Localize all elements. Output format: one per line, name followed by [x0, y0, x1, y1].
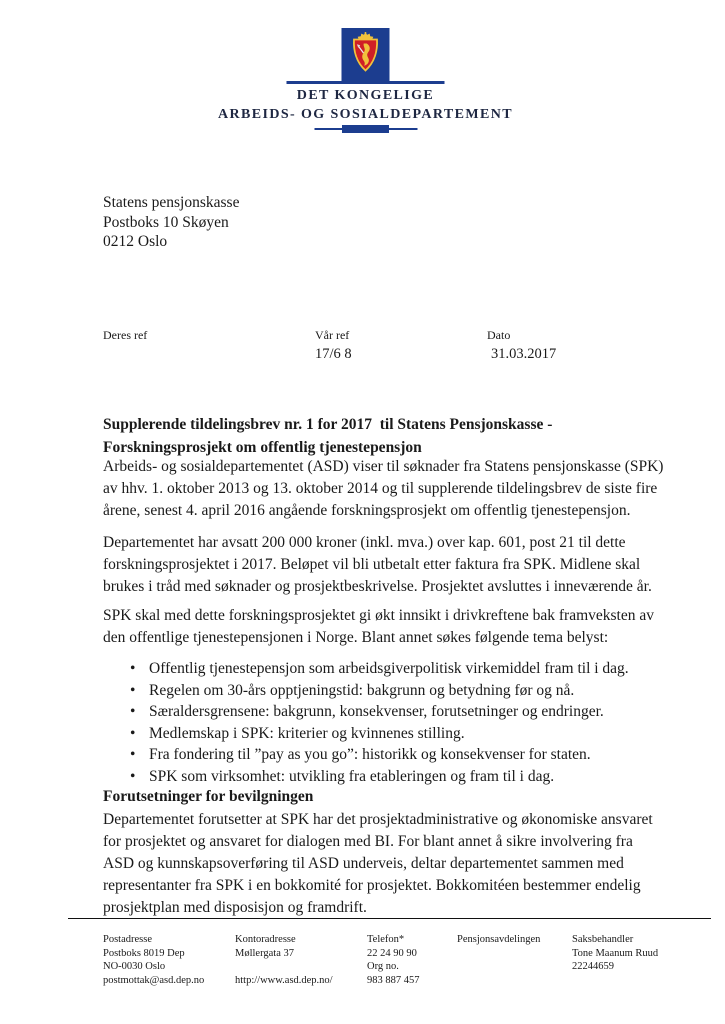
- coat-of-arms-icon: [347, 28, 383, 85]
- bullet-item: • Regelen om 30-års opptjeningstid: bakgrunn og betydning før og nå.: [103, 680, 665, 702]
- footer-text: 22 24 90 90: [367, 947, 417, 959]
- footer-caseworker: [572, 933, 712, 987]
- letter-paragraph-3: SPK skal med dette forskningsprosjektet gi økt innsikt i drivkreftene bak framveksten av den offentlige tjenestepensjonen i Norge. Blant annet søkes følgende tema belyst:: [103, 607, 654, 646]
- letter-title: Supplerende tildelingsbrev nr. 1 for 2017 til Statens Pensjonskasse - Forskningsprosjekt om offentlig tjenestepensjon: [103, 416, 557, 456]
- section-heading: Forutsetninger for bevilgningen: [103, 788, 314, 805]
- dato-value: 31.03.2017: [491, 346, 557, 362]
- recipient-name: Statens pensjonskasse: [103, 194, 240, 211]
- footer-text: Tone Maanum Ruud: [572, 947, 659, 959]
- ministry-name-line2: ARBEIDS- OG SOSIALDEPARTEMENT: [217, 107, 514, 122]
- footer-label: Saksbehandler: [572, 934, 634, 945]
- footer-text: Pensjonsavdelingen: [457, 934, 541, 945]
- ministry-letterhead: [218, 28, 513, 133]
- footer-text: NO-0030 Oslo: [103, 961, 166, 972]
- footer-label: Telefon*: [367, 934, 405, 945]
- bullet-item: • SPK som virksomhet: utvikling fra etableringen og fram til i dag.: [103, 766, 665, 788]
- footer: [103, 933, 712, 987]
- letter-paragraph-4: Departementet forutsetter at SPK har det prosjektadministrative og økonomiske ansvaret for prosjektet og ansvaret for dialogen med BI. For blant annet å sikre involvering fra ASD og kunnskapsoverføring til ASD underveis, deltar departementet sammen med representanter fra SPK i en bokkomité for prosjektet. Bokkomitéen bestemmer endelig prosjektplan med disposisjon og framdrift.: [103, 811, 653, 916]
- recipient-city: 0212 Oslo: [103, 233, 168, 250]
- footer-department: [457, 933, 572, 987]
- footer-phone-org: [367, 933, 457, 987]
- letter-paragraph-1: Arbeids- og sosialdepartementet (ASD) viser til søknader fra Statens pensjonskasse (SPK) av hhv. 1. oktober 2013 og 13. oktober 2014 og til supplerende tildelingsbrev de siste fire årene, senest 4. april 2016 angående forskningsprosjekt om offentlig tjenestepensjon.: [103, 458, 664, 519]
- footer-email-link[interactable]: postmottak@asd.dep.no: [103, 974, 205, 986]
- footer-divider: [68, 918, 711, 919]
- topic-bullet-list: [103, 658, 665, 787]
- footer-office-address: [235, 933, 367, 987]
- footer-postal-address: [103, 933, 235, 987]
- var-ref-label: Vår ref: [315, 328, 350, 342]
- footer-label: Kontoradresse: [235, 934, 296, 945]
- ministry-name-line1: DET KONGELIGE: [296, 88, 435, 103]
- footer-label: Postadresse: [103, 934, 152, 945]
- footer-text: 983 887 457: [367, 974, 420, 986]
- bullet-item: • Fra fondering til ”pay as you go”: historikk og konsekvenser for staten.: [103, 744, 665, 766]
- footer-text: 22244659: [572, 961, 614, 972]
- letter-paragraph-2: Departementet har avsatt 200 000 kroner (inkl. mva.) over kap. 601, post 21 til dette forskningsprosjektet i 2017. Beløpet vil bli utbetalt etter faktura fra SPK. Midlene skal brukes i tråd med søknader og prosjektbeskrivelse. Prosjektet avsluttes i inneværende år.: [103, 534, 652, 595]
- emblem-bottom-thick-bar: [342, 125, 389, 133]
- bullet-item: • Særaldersgrensene: bakgrunn, konsekvenser, forutsetninger og endringer.: [103, 701, 665, 723]
- bullet-item: • Medlemskap i SPK: kriterier og kvinnenes stilling.: [103, 723, 665, 745]
- bullet-item: • Offentlig tjenestepensjon som arbeidsgiverpolitisk virkemiddel fram til i dag.: [103, 658, 665, 680]
- footer-website-link[interactable]: http://www.asd.dep.no/: [235, 974, 333, 986]
- dato-label: Dato: [487, 328, 511, 342]
- coat-of-arms-background: [341, 28, 389, 84]
- footer-text: Postboks 8019 Dep: [103, 947, 185, 959]
- footer-label: Org no.: [367, 961, 399, 972]
- deres-ref-label: Deres ref: [103, 328, 148, 342]
- footer-text: Møllergata 37: [235, 947, 295, 959]
- recipient-address: [103, 193, 239, 252]
- footer-text: [235, 960, 367, 974]
- recipient-postbox: Postboks 10 Skøyen: [103, 213, 229, 231]
- emblem-bottom-bars: [314, 125, 417, 133]
- var-ref-value: 17/6 8: [315, 346, 352, 362]
